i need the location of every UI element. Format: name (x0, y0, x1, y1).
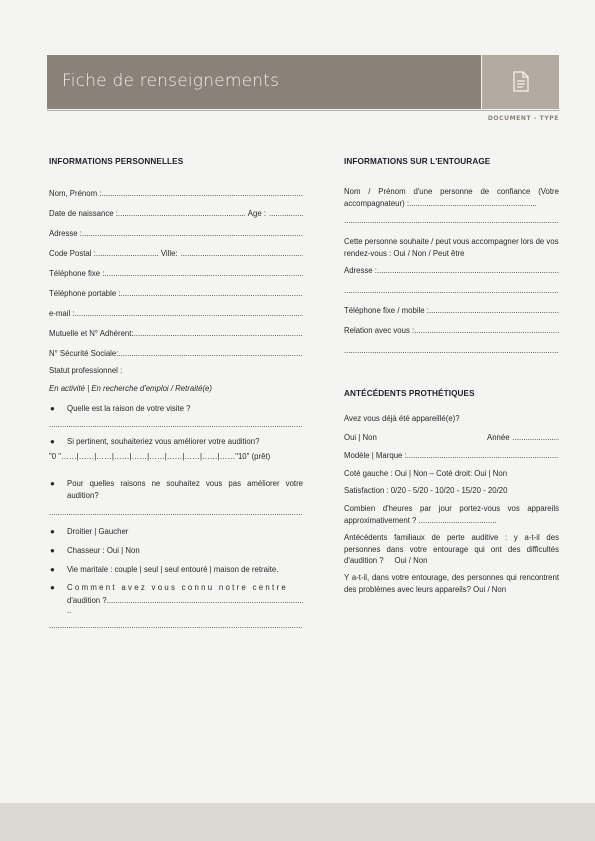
known-question: ● Comment avez vous connu notre centre d'audition ? ..... .. (49, 582, 303, 616)
header-divider (47, 110, 559, 111)
family-history-question[interactable]: Antécédents familiaux de perte auditive : y a-t-il des personnes dans votre entourage qui ont des difficultés d'audition ? Oui / Non (344, 532, 559, 566)
no-improve-answer-line[interactable] (49, 508, 303, 518)
year-field[interactable]: Année ..... (487, 433, 559, 443)
section-title-prosthetic: ANTÉCÉDENTS PROTHÉTIQUES (344, 388, 475, 398)
city-label: Ville: (160, 248, 178, 258)
age-label: Age : (247, 208, 266, 218)
hunter-option[interactable]: ● Chasseur : Oui | Non (50, 546, 140, 556)
trusted-person-line[interactable] (344, 216, 559, 226)
phone-mobile-field[interactable]: Téléphone portable : ..... (49, 289, 303, 299)
satisfaction-scale[interactable]: Satisfaction : 0/20 - 5/20 - 10/20 - 15/20 - 20/20 (344, 486, 508, 496)
hours-question[interactable]: Combien d'heures par jour portez-vous vos appareils approximativement ? .................................... (344, 504, 559, 526)
ssn-field[interactable]: N° Sécurité Sociale: ..... (49, 349, 303, 359)
mutual-field[interactable]: Mutuelle et N° Adhérent: ..... (49, 329, 303, 339)
birth-field[interactable]: Date de naissance : ..... Age : ..... (49, 209, 303, 219)
accompany-question[interactable]: Cette personne souhaite / peut vous accompagner lors de vos rendez-vous : Oui / Non / Peut être (344, 237, 559, 258)
handedness-option[interactable]: ● Droitier | Gaucher (50, 527, 129, 537)
page-footer-band (0, 803, 595, 841)
entourage-address-field[interactable]: Adresse : ..... (344, 266, 559, 276)
marital-option[interactable]: ● Vie maritale : couple | seul | seul entouré | maison de retraite. (50, 565, 279, 575)
equipped-answer-row[interactable] (344, 433, 559, 443)
visit-reason-question: ● Quelle est la raison de votre visite ? (50, 403, 191, 413)
header-icon-box (482, 55, 559, 109)
entourage-section (344, 157, 559, 595)
equipped-yes-no[interactable]: Oui | Non (344, 432, 377, 442)
document-type-label: DOCUMENT - TYPE (487, 115, 559, 122)
trusted-person-field[interactable]: Nom / Prénom d'une personne de confiance (Votre accompagnateur) :........................................................... (344, 186, 559, 208)
status-label: Statut professionnel : (49, 365, 123, 375)
name-field[interactable]: Nom, Prénom : ..... (49, 189, 303, 199)
phone-fixed-field[interactable]: Téléphone fixe : ..... (49, 269, 303, 279)
bottom-answer-line[interactable] (49, 621, 303, 631)
email-field[interactable]: e-mail : ..... (49, 309, 303, 319)
personal-info-section (49, 157, 303, 631)
entourage-phone-field[interactable]: Téléphone fixe / mobile : ..... (344, 306, 559, 316)
model-field[interactable]: Modèle | Marque : ..... (344, 451, 559, 461)
visit-reason-answer-line[interactable] (49, 420, 303, 430)
known-answer-line[interactable]: d'audition ? ..... (67, 595, 303, 605)
no-improve-question: ● Pour quelles raisons ne souhaitez vous pas améliorer votre audition? (50, 479, 303, 501)
others-problems-question[interactable]: Y a-t-il, dans votre entourage, des personnes qui rencontrent des problèmes avec leurs appareils? Oui / Non (344, 572, 559, 594)
header-bar (47, 55, 481, 109)
postal-city-field[interactable]: Code Postal : ..... Ville: ..... (49, 249, 303, 259)
relation-field[interactable]: Relation avec vous : ..... (344, 326, 559, 336)
side-options[interactable]: Coté gauche : Oui | Non – Coté droit: Oui | Non (344, 468, 508, 478)
section-title-personal: INFORMATIONS PERSONNELLES (49, 157, 184, 166)
improve-question: ● Si pertinent, souhaiteriez vous améliorer votre audition? (50, 436, 260, 446)
section-title-entourage: INFORMATIONS SUR L'ENTOURAGE (344, 157, 491, 166)
equipped-question: Avez vous déjà été appareillé(e)? (344, 414, 460, 424)
status-options[interactable]: En activité | En recherche d'emploi / Retraité(e) (49, 384, 212, 394)
relation-line[interactable] (344, 346, 559, 356)
page-title: Fiche de renseignements (62, 71, 280, 91)
document-icon (511, 71, 531, 93)
entourage-address-line[interactable] (344, 286, 559, 296)
address-field[interactable]: Adresse : ..... (49, 229, 303, 239)
readiness-scale[interactable]: "0 "……|……|……|……|……|……|……|……|……|……"10" (prêt) (49, 451, 271, 461)
